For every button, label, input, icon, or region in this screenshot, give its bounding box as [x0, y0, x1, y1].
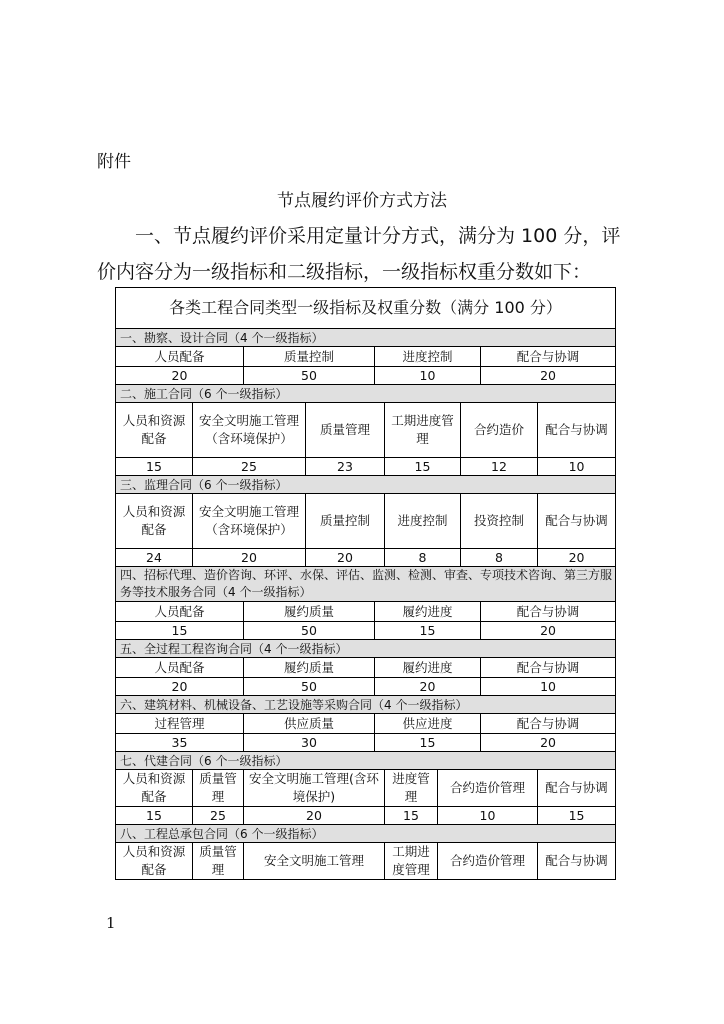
- column-header: 合约造价管理: [438, 770, 538, 807]
- column-header: 人员和资源配备: [116, 494, 193, 549]
- intro-line-2: 价内容分为一级指标和二级指标，一级指标权重分数如下：: [97, 261, 592, 283]
- column-header: 合约造价: [461, 403, 538, 458]
- column-header: 安全文明施工管理(含环境保护): [244, 770, 385, 807]
- column-header: 履约进度: [375, 658, 481, 678]
- column-header: 安全文明施工管理: [244, 843, 385, 880]
- column-header: 人员配备: [116, 658, 244, 678]
- section-heading: 三、监理合同（6 个一级指标）: [116, 476, 616, 494]
- column-header: 进度控制: [375, 347, 481, 367]
- weight-value: 20: [481, 367, 616, 385]
- weight-value: 30: [244, 734, 375, 752]
- column-header: 配合与协调: [481, 658, 616, 678]
- weight-value: 10: [481, 678, 616, 696]
- table-title: 各类工程合同类型一级指标及权重分数（满分 100 分）: [116, 288, 616, 329]
- weight-value: 15: [116, 807, 193, 825]
- weight-value: 10: [438, 807, 538, 825]
- column-header: 履约质量: [244, 602, 375, 622]
- column-header: 人员和资源配备: [116, 403, 193, 458]
- weight-value: 15: [538, 807, 616, 825]
- weight-value: 8: [461, 549, 538, 567]
- weight-value: 50: [244, 622, 375, 640]
- page-number: 1: [106, 914, 116, 932]
- section-heading: 六、建筑材料、机械设备、工艺设施等采购合同（4 个一级指标）: [116, 696, 616, 714]
- section-heading: 五、全过程工程咨询合同（4 个一级指标）: [116, 640, 616, 658]
- column-header: 安全文明施工管理（含环境保护）: [193, 403, 306, 458]
- weight-value: 23: [306, 458, 385, 476]
- weight-value: 20: [538, 549, 616, 567]
- column-header: 配合与协调: [538, 403, 616, 458]
- document-title: 节点履约评价方式方法: [277, 191, 447, 211]
- section-heading: 一、勘察、设计合同（4 个一级指标）: [116, 329, 616, 347]
- column-header: 工期进度管理: [385, 843, 438, 880]
- column-header: 配合与协调: [538, 494, 616, 549]
- column-header: 人员和资源配备: [116, 770, 193, 807]
- column-header: 配合与协调: [481, 347, 616, 367]
- weight-value: 10: [375, 367, 481, 385]
- weight-value: 15: [375, 734, 481, 752]
- weight-value: 15: [385, 458, 461, 476]
- column-header: 履约质量: [244, 658, 375, 678]
- weight-value: 20: [481, 622, 616, 640]
- weight-value: 20: [306, 549, 385, 567]
- weight-value: 50: [244, 367, 375, 385]
- weight-value: 24: [116, 549, 193, 567]
- weight-value: 20: [481, 734, 616, 752]
- intro-paragraph: [97, 218, 637, 290]
- attachment-label: 附件: [97, 152, 131, 172]
- weight-value: 12: [461, 458, 538, 476]
- section-heading: 八、工程总承包合同（6 个一级指标）: [116, 825, 616, 843]
- weight-value: 20: [375, 678, 481, 696]
- column-header: 质量控制: [306, 494, 385, 549]
- weight-value: 15: [385, 807, 438, 825]
- section-heading: 二、施工合同（6 个一级指标）: [116, 385, 616, 403]
- weight-value: 8: [385, 549, 461, 567]
- weight-value: 25: [193, 458, 306, 476]
- column-header: 工期进度管理: [385, 403, 461, 458]
- column-header: 进度控制: [385, 494, 461, 549]
- intro-line-1: 一、节点履约评价采用定量计分方式，满分为 100 分，评: [135, 225, 621, 247]
- column-header: 履约进度: [375, 602, 481, 622]
- weight-table: [115, 287, 616, 880]
- weight-value: 20: [193, 549, 306, 567]
- column-header: 人员配备: [116, 602, 244, 622]
- column-header: 质量控制: [244, 347, 375, 367]
- column-header: 进度管理: [385, 770, 438, 807]
- column-header: 配合与协调: [538, 770, 616, 807]
- weight-value: 15: [375, 622, 481, 640]
- column-header: 配合与协调: [538, 843, 616, 880]
- weight-table-container: [115, 287, 616, 892]
- column-header: 人员配备: [116, 347, 244, 367]
- column-header: 配合与协调: [481, 602, 616, 622]
- weight-value: 20: [116, 367, 244, 385]
- column-header: 配合与协调: [481, 714, 616, 734]
- column-header: 质量管理: [193, 843, 244, 880]
- column-header: 质量管理: [193, 770, 244, 807]
- weight-value: 20: [244, 807, 385, 825]
- weight-value: 10: [538, 458, 616, 476]
- weight-value: 25: [193, 807, 244, 825]
- column-header: 质量管理: [306, 403, 385, 458]
- column-header: 过程管理: [116, 714, 244, 734]
- column-header: 安全文明施工管理（含环境保护）: [193, 494, 306, 549]
- weight-value: 50: [244, 678, 375, 696]
- weight-value: 15: [116, 458, 193, 476]
- column-header: 供应质量: [244, 714, 375, 734]
- column-header: 供应进度: [375, 714, 481, 734]
- weight-value: 15: [116, 622, 244, 640]
- column-header: 投资控制: [461, 494, 538, 549]
- weight-value: 35: [116, 734, 244, 752]
- column-header: 人员和资源配备: [116, 843, 193, 880]
- section-heading: 四、招标代理、造价咨询、环评、水保、评估、监测、检测、审查、专项技术咨询、第三方服务等技术服务合同（4 个一级指标）: [116, 567, 616, 602]
- column-header: 合约造价管理: [438, 843, 538, 880]
- weight-value: 20: [116, 678, 244, 696]
- section-heading: 七、代建合同（6 个一级指标）: [116, 752, 616, 770]
